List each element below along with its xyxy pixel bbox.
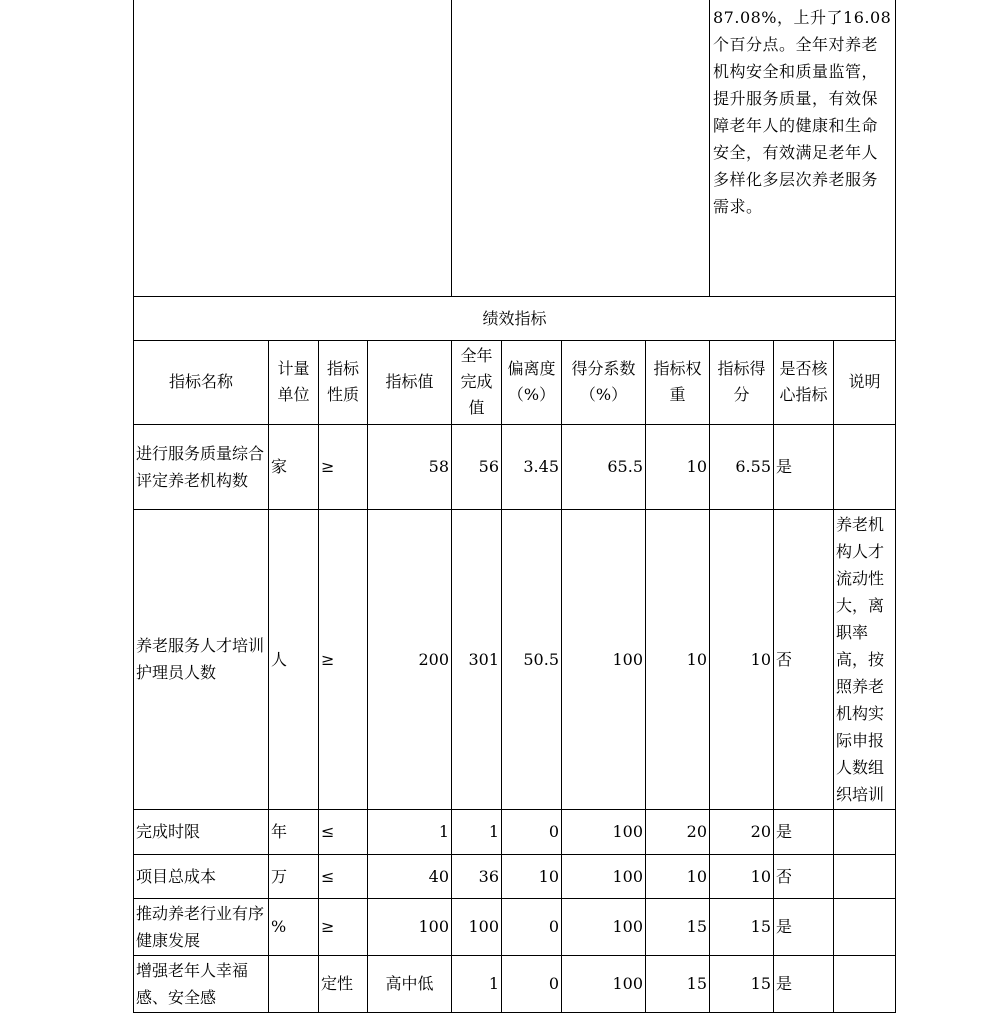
row-nature: ≤ [319,809,368,854]
row-weight: 10 [646,854,710,898]
row-coef: 100 [562,898,646,955]
row-value: 40 [368,854,452,898]
row-value: 1 [368,809,452,854]
row-remark [834,955,896,1012]
table-row [134,854,896,898]
row-score: 10 [710,509,774,809]
row-value: 100 [368,898,452,955]
row-name: 养老服务人才培训护理员人数 [134,509,269,809]
header-value: 指标值 [368,340,452,424]
row-remark: 养老机构人才流动性大，离职率高，按照养老机构实际申报人数组织培训 [834,509,896,809]
header-coef: 得分系数（%） [562,340,646,424]
row-nature: ≥ [319,424,368,509]
row-unit: 家 [269,424,319,509]
row-value: 高中低 [368,955,452,1012]
row-value: 200 [368,509,452,809]
table-row [134,898,896,955]
header-nature: 指标性质 [319,340,368,424]
header-unit: 计量单位 [269,340,319,424]
table-row [134,809,896,854]
row-score: 6.55 [710,424,774,509]
row-nature: ≥ [319,509,368,809]
row-deviation: 0 [502,809,562,854]
row-core: 是 [774,955,834,1012]
row-coef: 100 [562,955,646,1012]
row-remark [834,424,896,509]
row-unit: 人 [269,509,319,809]
blank-cell [134,0,452,296]
row-actual: 36 [452,854,502,898]
header-deviation: 偏离度（%） [502,340,562,424]
row-coef: 100 [562,854,646,898]
header-score: 指标得分 [710,340,774,424]
row-actual: 301 [452,509,502,809]
row-name: 增强老年人幸福感、安全感 [134,955,269,1012]
row-core: 是 [774,424,834,509]
row-name: 完成时限 [134,809,269,854]
row-score: 10 [710,854,774,898]
row-deviation: 0 [502,898,562,955]
row-weight: 10 [646,424,710,509]
row-weight: 20 [646,809,710,854]
row-name: 推动养老行业有序健康发展 [134,898,269,955]
row-deviation: 50.5 [502,509,562,809]
row-remark [834,854,896,898]
description-row [134,0,896,296]
description-cell: 87.08%，上升了16.08个百分点。全年对养老机构安全和质量监管，提升服务质量，有效保障老年人的健康和生命安全，有效满足老年人多样化多层次养老服务需求。 [710,0,896,296]
row-actual: 1 [452,809,502,854]
row-nature: 定性 [319,955,368,1012]
table-row [134,424,896,509]
section-title-row [134,296,896,340]
table-row [134,955,896,1012]
row-remark [834,898,896,955]
header-weight: 指标权重 [646,340,710,424]
row-name: 项目总成本 [134,854,269,898]
row-coef: 100 [562,809,646,854]
row-deviation: 0 [502,955,562,1012]
section-title: 绩效指标 [134,296,896,340]
table-row [134,509,896,809]
row-actual: 56 [452,424,502,509]
row-nature: ≤ [319,854,368,898]
row-weight: 15 [646,955,710,1012]
header-remark: 说明 [834,340,896,424]
row-unit: % [269,898,319,955]
header-row [134,340,896,424]
row-weight: 15 [646,898,710,955]
blank-cell [452,0,710,296]
row-unit: 年 [269,809,319,854]
row-weight: 10 [646,509,710,809]
row-actual: 100 [452,898,502,955]
row-unit: 万 [269,854,319,898]
row-name: 进行服务质量综合评定养老机构数 [134,424,269,509]
row-coef: 100 [562,509,646,809]
header-core: 是否核心指标 [774,340,834,424]
row-score: 15 [710,898,774,955]
row-unit [269,955,319,1012]
row-core: 否 [774,509,834,809]
row-remark [834,809,896,854]
row-core: 否 [774,854,834,898]
row-core: 是 [774,809,834,854]
header-actual: 全年完成值 [452,340,502,424]
row-actual: 1 [452,955,502,1012]
row-nature: ≥ [319,898,368,955]
row-coef: 65.5 [562,424,646,509]
row-deviation: 10 [502,854,562,898]
row-score: 15 [710,955,774,1012]
row-value: 58 [368,424,452,509]
row-core: 是 [774,898,834,955]
row-score: 20 [710,809,774,854]
row-deviation: 3.45 [502,424,562,509]
performance-table [133,0,896,1013]
header-name: 指标名称 [134,340,269,424]
